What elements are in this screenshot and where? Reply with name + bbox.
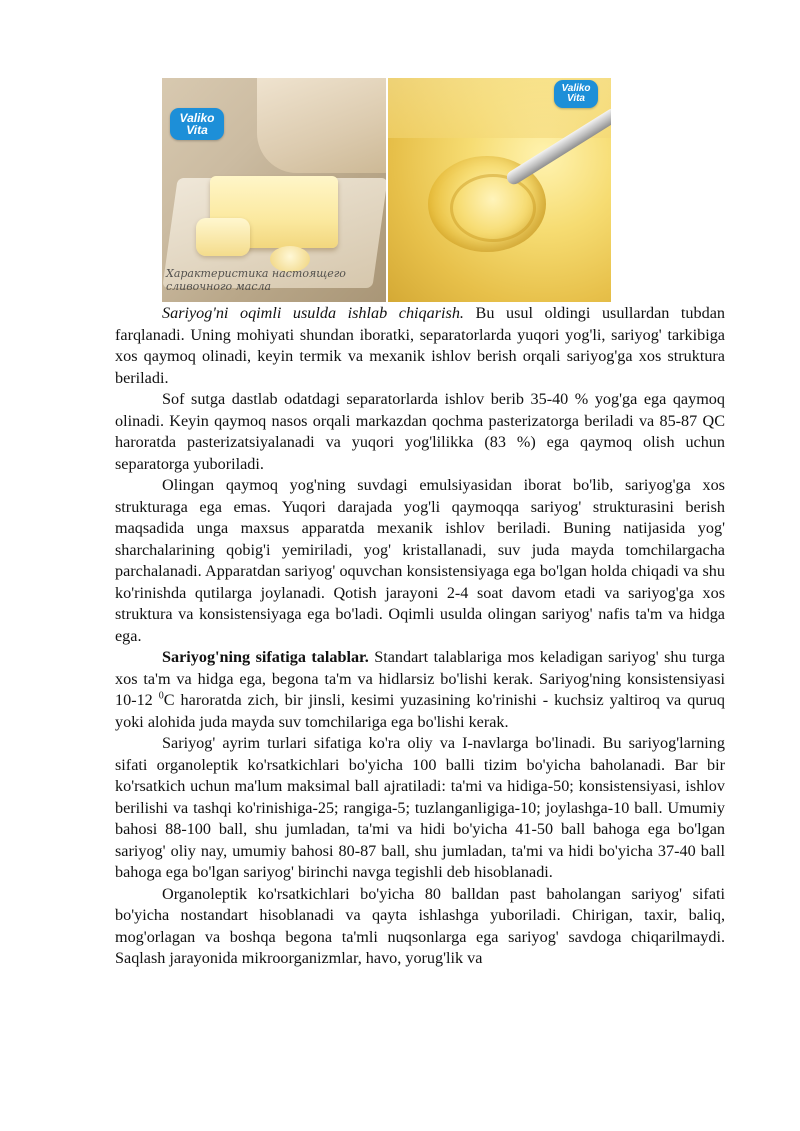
paragraph-text: Sariyog' ayrim turlari sifatiga ko'ra oliy va I-navlarga bo'linadi. Bu sariyog'larning sifati organoleptik ko'rsatkichlari bo'yicha 100 balli tizim bo'yicha baholanadi. Bar bir ko'rsatkich uchun ma'lum maksimal ball ajratiladi: ta'mi va hidiga-50; konsistensiyasi, ishlov berilishi va tashqi ko'rinishiga-25; rangiga-5; tuzlanganligiga-10; joylashga-10 ball. Umumiy bahosi 88-100 ball, shu jumladan, ta'mi va hidi bo'yicha 41-50 ball bahoga ega bo'lgan sariyog' oliy nay, umumiy bahosi 80-87 ball, shu jumladan, ta'mi va hidi bo'yicha 37-40 ball bahoga ega bo'lgan sariyog' birinchi navga tegishli deb hisoblanadi.: [115, 734, 725, 881]
paragraph-text-continued: C haroratda zich, bir jinsli, kesimi yuzasining ko'rinishi - kuchsiz yaltiroq va quruq yoki alohida juda mayda suv tomchilariga ega bo'lishi kerak.: [115, 691, 725, 731]
body-text: [115, 303, 725, 970]
butter-roll-swirl: [450, 174, 536, 242]
paragraph: [115, 884, 725, 970]
paragraph-text: Olingan qaymoq yog'ning suvdagi emulsiyasidan iborat bo'lib, sariyog'ga xos strukturaga ega emas. Yuqori darajada yog'li qaymoqqa sariyog' strukturasini berish maqsadida unga maxsus apparatda mexanik ishlov beriladi. Buning natijasida yog' sharchalarining qobig'i yemiriladi, yog' kristallanadi, suv juda mayda tomchilargacha parchalanadi. Apparatdan sariyog' oquvchan konsistensiyaga ega bo'lgan holda chiqadi va shu ko'rinishda qutilarga joylanadi. Qotish jarayoni 2-4 soat davom etadi va sariyog'ga xos struktura va konsistensiyaga ega bo'ladi. Oqimli usulda olingan sariyog' nafis ta'm va hidga ega.: [115, 476, 725, 645]
brand-logo-line2: Vita: [186, 123, 208, 137]
degree-superscript: 0: [158, 690, 164, 702]
butter-package-photo: [162, 78, 386, 302]
brand-logo-small: [554, 80, 598, 108]
butter-slice-image: [196, 218, 250, 256]
paragraph: [115, 647, 725, 733]
paragraph: [115, 389, 725, 475]
paper-bag-image: [257, 78, 386, 173]
paragraph: [115, 303, 725, 389]
brand-logo-line1: Valiko: [179, 111, 215, 125]
butter-figure: [162, 78, 611, 302]
paragraph: [115, 475, 725, 647]
paragraph-text: Organoleptik ko'rsatkichlari bo'yicha 80 balldan past baholangan sariyog' sifati bo'yicha nostandart hisoblanadi va qayta ishlashga yuboriladi. Chirigan, taxir, baliq, mog'orlagan va boshqa begona ta'mli nuqsonlarga ega sariyog' savdoga chiqarilmaydi. Saqlash jarayonida mikroorganizmlar, havo, yorug'lik va: [115, 884, 725, 967]
section-lead-italic: Sariyog'ni oqimli usulda ishlab chiqarish.: [162, 304, 464, 322]
brand-logo-small-line2: Vita: [567, 93, 585, 104]
paragraph-text: Bu usul oldingi usullardan tubdan farqlanadi. Uning mohiyati shundan iboratki, separatorlarda yuqori yog'li, sariyog' tarkibiga xos qaymoq olinadi, keyin termik va mexanik ishlov berish orqali sariyog'ga xos struktura beriladi.: [115, 304, 725, 387]
paragraph-text: Sof sutga dastlab odatdagi separatorlarda ishlov berib 35-40 % yog'ga ega qaymoq olinadi. Keyin qaymoq nasos orqali markazdan qochma pasterizatorga beriladi va 85-87 QC haroratda pasterizatsiyalanadi va yuqori yog'lilikka (83 %) ega qaymoq olish uchun separatorga yuboriladi.: [115, 390, 725, 473]
photo-caption: Характеристика настоящего сливочного масла: [166, 266, 346, 294]
paragraph: [115, 733, 725, 884]
butter-curl-photo: [388, 78, 611, 302]
brand-logo: [170, 108, 224, 140]
brand-logo-small-line1: Valiko: [561, 83, 591, 94]
section-heading-bold: Sariyog'ning sifatiga talablar.: [162, 648, 369, 666]
paragraph-text: Standart talablariga mos keladigan sariyog' shu turga xos ta'm va hidga ega, begona ta'm va hidlarsiz bo'lishi kerak. Sariyog'ning konsistensiyasi 10-12: [115, 648, 725, 709]
